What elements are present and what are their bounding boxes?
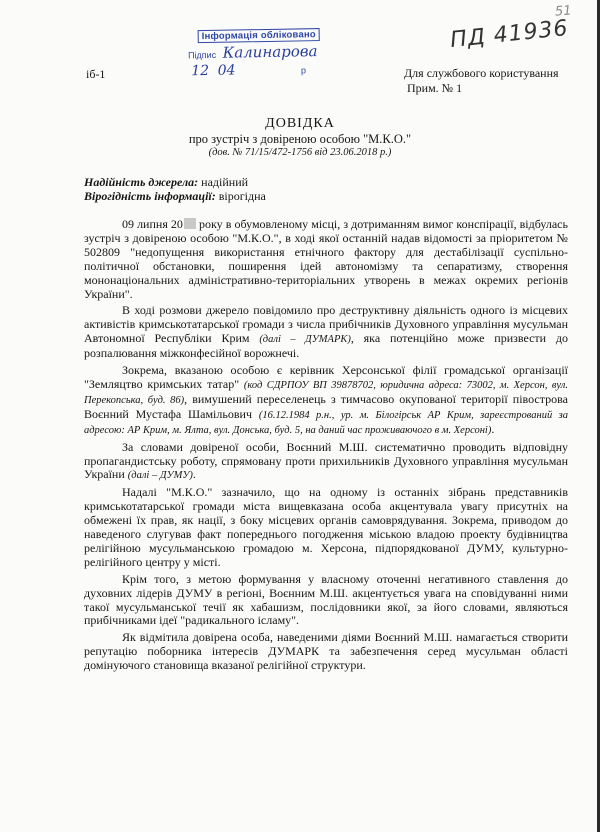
paragraph-1 bbox=[84, 218, 568, 301]
stamp-year-suffix: р bbox=[300, 65, 307, 76]
stamp-signed-label: Підпис bbox=[187, 49, 217, 61]
classification-block bbox=[404, 66, 559, 96]
paragraph-4 bbox=[84, 441, 568, 484]
paragraph-2-end: , яка потенційно може призвести до розпалювання міжконфесійної ворожнечі. bbox=[84, 331, 569, 361]
paragraph-1-text: року в обумовленому місці, з дотриманням вимог конспірації, відбулась зустріч з довіреною особою "М.К.О.", в ході якої останній надав відомості за пріоритетом № 502809 "недопущення використання етнічного фактору для дестабілізації суспільно-політичної обстановки, поширення ідей автономізму та сепаратизму, створення мононаціональних адміністративно-територіальних утворень в межах окремих регіонів України". bbox=[84, 217, 568, 301]
document-subtitle: про зустріч з довіреною особою "М.К.О." bbox=[188, 132, 412, 146]
paragraph-4-end: . bbox=[192, 467, 196, 482]
handwritten-registration-number: ПД 41936 bbox=[449, 15, 570, 54]
source-reliability-label: Надійність джерела: bbox=[84, 175, 199, 189]
paragraph-7: Як відмітила довірена особа, наведеними діями Воєнний М.Ш. намагається створити репутацію поборника інтересів ДУМАРК та забезпечення серед мусульман області домінуючого становища вказаної релігійної структури. bbox=[84, 630, 568, 673]
paragraph-3-text: Зокрема, вказаною особою є керівник Херсонської філії громадської організації "Земляцтво кримських татар" bbox=[84, 363, 568, 391]
stamp-month: 04 bbox=[217, 62, 236, 79]
paragraph-2 bbox=[84, 304, 568, 361]
paragraph-3 bbox=[84, 364, 568, 438]
redaction-mark bbox=[184, 218, 196, 229]
form-label: іб-1 bbox=[86, 67, 106, 81]
document-title: ДОВІДКА bbox=[265, 116, 335, 131]
paragraph-4-abbrev: (далі – ДУМУ) bbox=[127, 470, 193, 482]
registration-stamp bbox=[188, 28, 344, 80]
paragraph-3-person: , вимушений переселенець з тимчасово окупованої території півострова Воєнний Мустафа Шамільович bbox=[84, 391, 568, 421]
document-body bbox=[84, 218, 568, 676]
source-reliability-value: надійний bbox=[201, 175, 249, 189]
information-credibility bbox=[84, 189, 266, 204]
stamp-day: 12 bbox=[191, 62, 210, 80]
page-number: 51 bbox=[554, 3, 573, 20]
paragraph-3-org-details: (код СДРПОУ ВП 39878702, юридична адреса: 73002, м. Херсон, вул. Перекопська, буд. 86) bbox=[84, 379, 568, 406]
stamp-title: Інформація обліковано bbox=[198, 28, 320, 43]
paragraph-2-abbrev: (далі – ДУМАРК) bbox=[259, 334, 351, 346]
document-reference: (дов. № 71/15/472-1756 від 23.06.2018 р.) bbox=[208, 147, 392, 158]
information-credibility-label: Вірогідність інформації: bbox=[84, 189, 216, 203]
paragraph-4-text: За словами довіреної особи, Воєнний М.Ш. систематично проводить відповідну пропагандистську роботу, спрямовану проти прихильників Духовного управління мусульман України bbox=[84, 439, 568, 482]
copy-number: Прим. № 1 bbox=[407, 81, 463, 95]
paragraph-1-start: 09 липня 20 bbox=[122, 217, 183, 231]
paragraph-2-text: В ході розмови джерело повідомило про деструктивну діяльність одного із місцевих активістів кримськотатарської громади з числа прибічників Духовного управління мусульман Автономної Республіки Крим bbox=[84, 303, 568, 346]
stamp-signature-line bbox=[188, 42, 318, 62]
paragraph-3-end: . bbox=[491, 421, 495, 436]
information-credibility-value: вірогідна bbox=[218, 189, 266, 203]
classification-label: Для службового користування bbox=[404, 66, 559, 80]
stamp-signature: Калинарова bbox=[222, 42, 318, 62]
paragraph-5: Надалі "М.К.О." зазначило, що на одному із останніх зібрань представників кримськотатарської громади міста вищевказана особа акцентувала увагу присутніх на обмежені їх прав, як нації, з боку місцевих органів самоврядування. Зокрема, приводом до наведеного слугував факт попереднього погодження міською владою проекту будівництва релігійною мусульманською громадою м. Херсона, підпорядкованої ДУМУ, культурно-релігійного центру у місті. bbox=[84, 485, 568, 569]
source-reliability bbox=[84, 175, 248, 190]
paragraph-3-person-details: (16.12.1984 р.н., ур. м. Білогірськ АР Крим, зареєстрований за адресою: АР Крим, м. Ялта, вул. Донська, буд. 5, на даний час проживаючого в м. Херсоні) bbox=[84, 409, 569, 436]
paragraph-6: Крім того, з метою формування у власному оточенні негативного ставлення до духовних лідерів ДУМУ в регіоні, Воєнним М.Ш. акцентується увага на сповідуванні ними такої мусульманської течії як хабашизм, послідовники якої, за його словами, являються прибічниками ідеї "радикального ісламу". bbox=[84, 571, 568, 628]
stamp-date-line bbox=[188, 61, 306, 79]
